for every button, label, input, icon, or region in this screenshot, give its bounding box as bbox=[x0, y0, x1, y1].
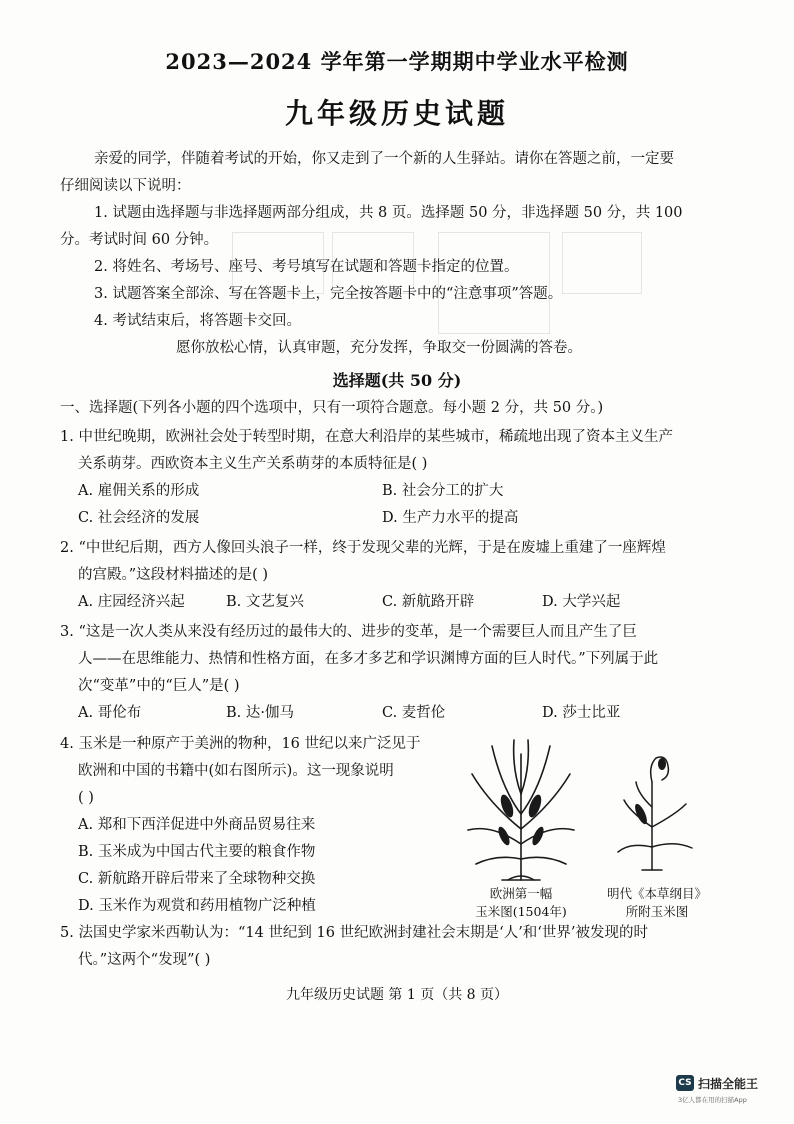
figure-right-caption-2: 所附玉米图 bbox=[625, 904, 689, 919]
q4-answer-blank: ( ) bbox=[78, 790, 94, 806]
rule-1: 1. 试题由选择题与非选择题两部分组成，共 8 页。选择题 50 分，非选择题 50 分，共 100 bbox=[94, 205, 683, 221]
figure-right-caption: 明代《本草纲目》 bbox=[606, 886, 707, 901]
q1-option-c: C. 社会经济的发展 bbox=[78, 510, 200, 526]
q5-stem: 5. 法国史学家米西勒认为：“14 世纪到 16 世纪欧洲封建社会末期是‘人’和‘世界’被发现的时 bbox=[60, 925, 649, 941]
section-title: 选择题(共 50 分) bbox=[332, 371, 462, 390]
q2-stem: 2. “中世纪后期，西方人像回头浪子一样，终于发现父辈的光辉，于是在废墟上重建了一座辉煌 bbox=[60, 540, 666, 556]
camscanner-tagline: 3亿人都在用的扫描App bbox=[678, 1096, 747, 1104]
q3-option-d: D. 莎士比亚 bbox=[542, 705, 621, 721]
q1-stem: 1. 中世纪晚期，欧洲社会处于转型时期，在意大利沿岸的某些城市，稀疏地出现了资本主义生产 bbox=[60, 429, 673, 445]
q2-option-b: B. 文艺复兴 bbox=[226, 594, 304, 610]
rule-2: 2. 将姓名、考场号、座号、考号填写在试题和答题卡指定的位置。 bbox=[94, 259, 519, 275]
q3-option-b: B. 达·伽马 bbox=[226, 705, 294, 721]
q3-stem-cont: 人——在思维能力、热情和性格方面，在多才多艺和学识渊博方面的巨人时代。”下列属于此 bbox=[78, 651, 659, 667]
q4-option-b: B. 玉米成为中国古代主要的粮食作物 bbox=[78, 844, 316, 860]
rule-3: 3. 试题答案全部涂、写在答题卡上，完全按答题卡中的“注意事项”答题。 bbox=[94, 286, 563, 302]
q4-stem-cont: 欧洲和中国的书籍中(如右图所示)。这一现象说明 bbox=[78, 763, 394, 779]
q2-option-d: D. 大学兴起 bbox=[542, 594, 621, 610]
good-luck-wish: 愿你放松心情，认真审题，充分发挥，争取交一份圆满的答卷。 bbox=[176, 340, 582, 356]
intro-greeting: 亲爱的同学，伴随着考试的开始，你又走到了一个新的人生驿站。请你在答题之前，一定要 bbox=[94, 151, 674, 167]
figure-left-caption-2: 玉米图(1504年) bbox=[475, 904, 567, 919]
q4-option-a: A. 郑和下西洋促进中外商品贸易往来 bbox=[78, 817, 316, 833]
q3-option-a: A. 哥伦布 bbox=[78, 705, 142, 721]
q1-option-d: D. 生产力水平的提高 bbox=[382, 510, 519, 526]
q1-option-b: B. 社会分工的扩大 bbox=[382, 483, 504, 499]
q4-option-c: C. 新航路开辟后带来了全球物种交换 bbox=[78, 871, 316, 887]
q4-option-d: D. 玉米作为观赏和药用植物广泛种植 bbox=[78, 898, 316, 914]
section-instruction: 一、选择题(下列各小题的四个选项中，只有一项符合题意。每小题 2 分，共 50 分。) bbox=[60, 400, 604, 416]
q3-option-c: C. 麦哲伦 bbox=[382, 705, 446, 721]
q4-stem: 4. 玉米是一种原产于美洲的物种，16 世纪以来广泛见于 bbox=[60, 736, 421, 752]
q2-stem-cont: 的宫殿。”这段材料描述的是( ) bbox=[78, 567, 269, 583]
q3-stem: 3. “这是一次人类从来没有经历过的最伟大的、进步的变革，是一个需要巨人而且产生了巨 bbox=[60, 624, 637, 640]
bleed-through-box bbox=[562, 232, 642, 294]
camscanner-name: 扫描全能王 bbox=[698, 1077, 759, 1091]
q3-stem-cont2: 次“变革”中的“巨人”是( ) bbox=[78, 678, 240, 694]
q5-stem-cont: 代。”这两个“发现”( ) bbox=[78, 952, 211, 968]
q1-option-a: A. 雇佣关系的形成 bbox=[78, 483, 200, 499]
page-footer: 九年级历史试题 第 1 页（共 8 页） bbox=[285, 987, 509, 1003]
q1-stem-cont: 关系萌芽。西欧资本主义生产关系萌芽的本质特征是( ) bbox=[78, 456, 428, 472]
rule-1-cont: 分。考试时间 60 分钟。 bbox=[60, 232, 219, 248]
rule-4: 4. 考试结束后，将答题卡交回。 bbox=[94, 313, 301, 329]
exam-title-line: 2023—2024 学年第一学期期中学业水平检测 bbox=[165, 49, 629, 74]
bleed-through-box bbox=[438, 232, 550, 334]
exam-subject-title: 九年级历史试题 bbox=[284, 97, 509, 130]
q2-option-c: C. 新航路开辟 bbox=[382, 594, 475, 610]
intro-greeting-cont: 仔细阅读以下说明： bbox=[60, 178, 191, 194]
europe-corn-illustration-icon bbox=[462, 734, 580, 884]
camscanner-logo-icon: CS bbox=[676, 1075, 694, 1091]
figure-left-caption: 欧洲第一幅 bbox=[489, 886, 553, 901]
ming-corn-illustration-icon bbox=[610, 752, 700, 872]
q2-option-a: A. 庄园经济兴起 bbox=[78, 594, 185, 610]
